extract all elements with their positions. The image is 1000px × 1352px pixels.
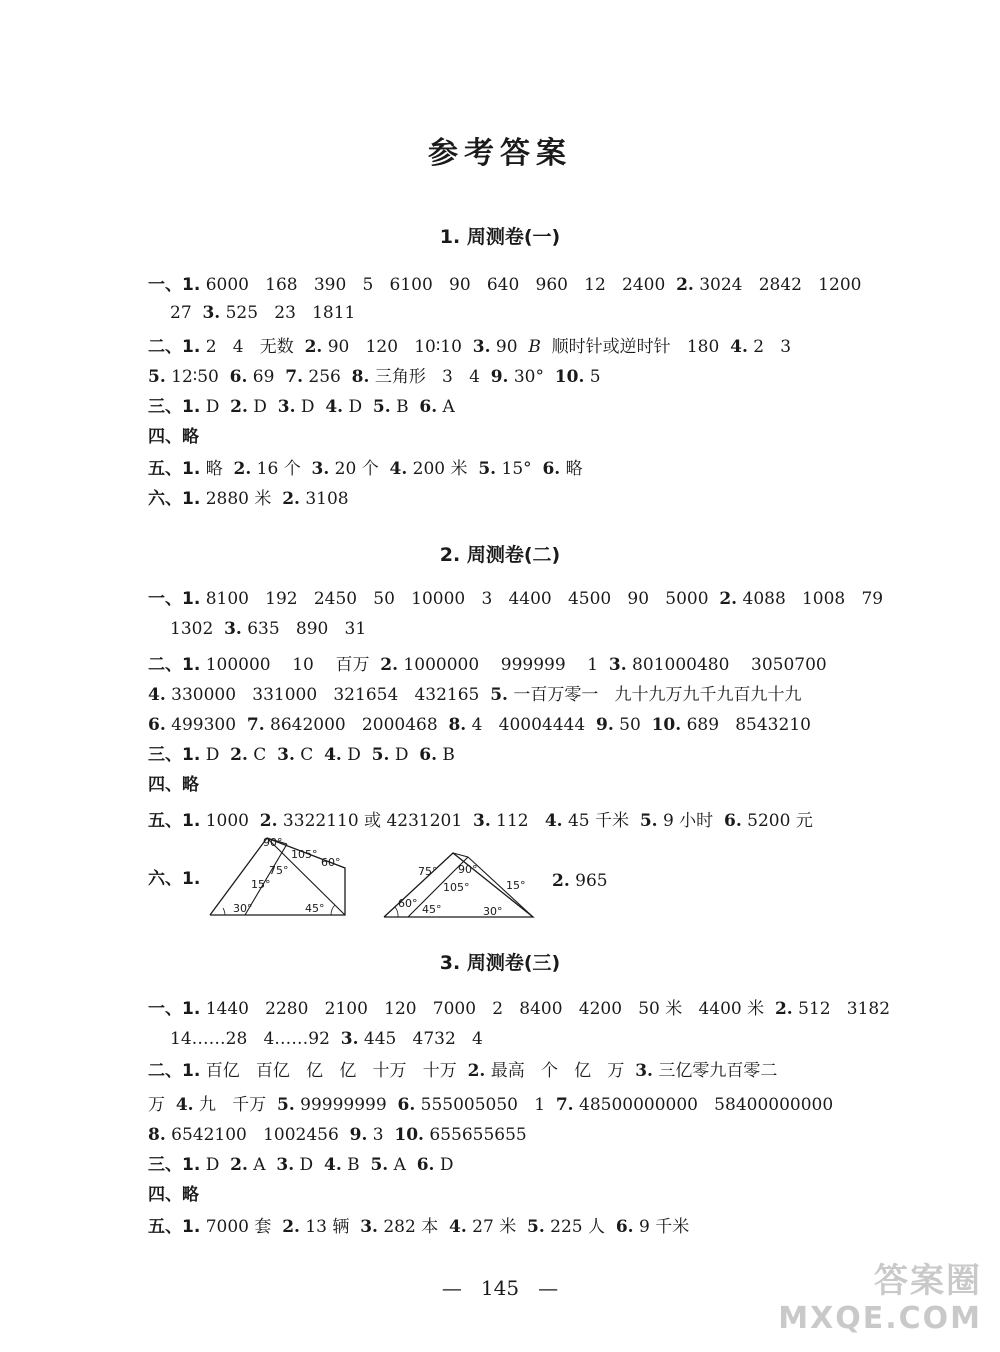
answer-line: 1302 3. 635 890 31 — [170, 619, 367, 639]
section-heading-1: 1. 周测卷(一) — [439, 226, 561, 248]
angle-label: 15° — [251, 878, 271, 891]
answer-line: 二、1. 2 4 无数 2. 90 120 10∶10 3. 90 B 顺时针或逆时针 180 4. 2 3 — [148, 337, 792, 357]
answer-line: 三、1. D 2. C 3. C 4. D 5. D 6. B — [148, 745, 455, 765]
angle-label: 60° — [398, 897, 418, 910]
answer-line: 8. 6542100 1002456 9. 3 10. 655655655 — [148, 1125, 527, 1145]
angle-label: 45° — [422, 903, 442, 916]
angle-label: 75° — [418, 865, 438, 878]
angle-label: 15° — [506, 879, 526, 892]
question-label: 一、1. — [148, 275, 201, 295]
answer-line: 四、略 — [148, 775, 199, 795]
answer-line: 27 3. 525 23 1811 — [170, 303, 356, 323]
answer-line: 五、1. 1000 2. 3322110 或 4231201 3. 112 4. 45 千米 5. 9 小时 6. 5200 元 — [148, 811, 813, 831]
answer-line: 2. 965 — [552, 871, 608, 891]
page-number: — 145 — — [441, 1276, 559, 1300]
answer-line: 一、1. 6000 168 390 5 6100 90 640 960 12 2400 2. 3024 2842 1200 — [148, 275, 862, 295]
angle-label: 90° — [263, 836, 283, 849]
angle-label: 75° — [269, 864, 289, 877]
answer-line: 四、略 — [148, 427, 199, 447]
angle-label: 45° — [305, 902, 325, 915]
page-title: 参考答案 — [428, 136, 572, 171]
angle-label: 30° — [483, 905, 503, 918]
answer-line: 5. 12∶50 6. 69 7. 256 8. 三角形 3 4 9. 30° 10. 5 — [148, 367, 601, 387]
answer-line: 14……28 4……92 3. 445 4732 4 — [170, 1029, 483, 1049]
answer-line: 万 4. 九 千万 5. 99999999 6. 555005050 1 7. 48500000000 58400000000 — [148, 1095, 834, 1115]
answer-line: 一、1. 1440 2280 2100 120 7000 2 8400 4200 50 米 4400 米 2. 512 3182 — [148, 999, 891, 1019]
angle-label: 60° — [321, 856, 341, 869]
angle-label: 90° — [458, 863, 478, 876]
answer-line: 三、1. D 2. A 3. D 4. B 5. A 6. D — [148, 1155, 454, 1175]
angle-label: 105° — [443, 881, 470, 894]
answer-line: 五、1. 7000 套 2. 13 辆 3. 282 本 4. 27 米 5. 225 人 6. 9 千米 — [148, 1217, 690, 1237]
answer-line: 二、1. 100000 10 百万 2. 1000000 999999 1 3. 801000480 3050700 — [148, 655, 827, 675]
angle-label: 105° — [291, 848, 318, 861]
answer-line: 6. 499300 7. 8642000 2000468 8. 4 40004444 9. 50 10. 689 8543210 — [148, 715, 811, 735]
answer-line: 四、略 — [148, 1185, 199, 1205]
section-heading-2: 2. 周测卷(二) — [439, 544, 561, 566]
section-heading-3: 3. 周测卷(三) — [439, 952, 561, 974]
answer-line: 三、1. D 2. D 3. D 4. D 5. B 6. A — [148, 397, 455, 417]
watermark-logo: 答案圈 MXQE.COM — [778, 1261, 982, 1336]
answer-line: 六、1. — [148, 869, 201, 889]
angle-label: 30° — [233, 902, 253, 915]
triangle-figure-1 — [205, 830, 355, 920]
answer-line: 一、1. 8100 192 2450 50 10000 3 4400 4500 90 5000 2. 4088 1008 79 — [148, 589, 884, 609]
answer-line: 五、1. 略 2. 16 个 3. 20 个 4. 200 米 5. 15° 6. 略 — [148, 459, 583, 479]
answer-line: 4. 330000 331000 321654 432165 5. 一百万零一 九十九万九千九百九十九 — [148, 685, 802, 705]
triangle-figure-2 — [378, 845, 538, 923]
answer-line: 六、1. 2880 米 2. 3108 — [148, 489, 349, 509]
answer-line: 二、1. 百亿 百亿 亿 亿 十万 十万 2. 最高 个 亿 万 3. 三亿零九百零二 — [148, 1061, 778, 1081]
